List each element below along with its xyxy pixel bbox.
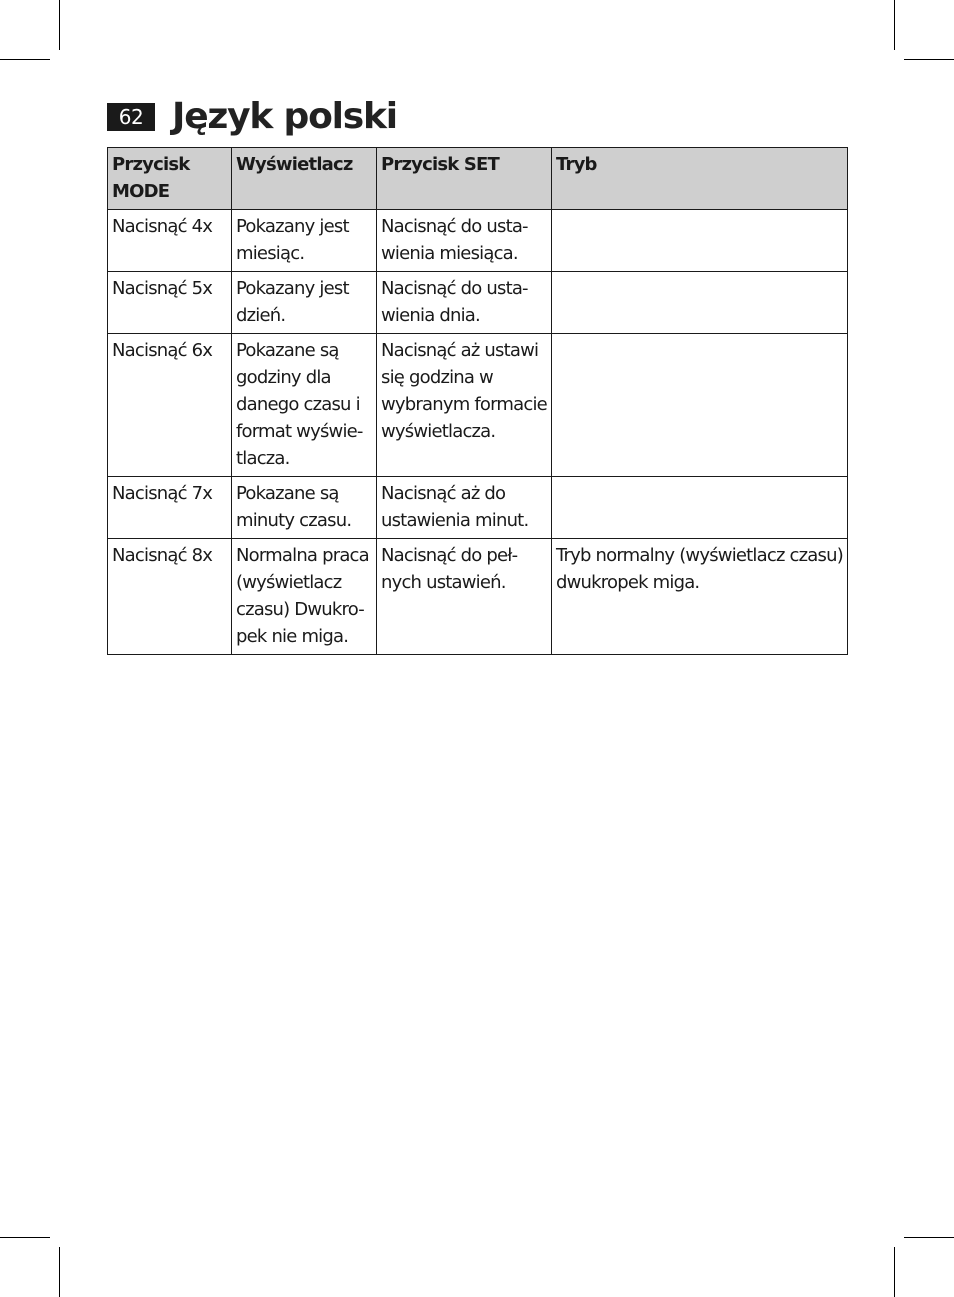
crop-mark-bottom-left-horizontal (0, 1237, 50, 1238)
cell-set-action: Nacisnąć do usta- wienia dnia. (377, 272, 552, 334)
cell-display: Pokazane są godziny dla danego czasu i format wyświe- tlacza. (232, 334, 377, 477)
crop-mark-bottom-right-horizontal (904, 1237, 954, 1238)
table-row (108, 210, 848, 272)
cell-display: Normalna praca (wyświetlacz czasu) Dwukro- pek nie miga. (232, 539, 377, 655)
cell-mode-state (552, 477, 848, 539)
cell-mode-state (552, 334, 848, 477)
table-row (108, 272, 848, 334)
page-number: 62 (107, 103, 155, 131)
cell-mode-press: Nacisnąć 4x (108, 210, 232, 272)
table-row (108, 477, 848, 539)
header-display: Wyświetlacz (232, 148, 377, 210)
page-title: Język polski (172, 96, 397, 137)
cell-mode-press: Nacisnąć 8x (108, 539, 232, 655)
cell-mode-state (552, 272, 848, 334)
header-set-button: Przycisk SET (377, 148, 552, 210)
header-mode-button: Przycisk MODE (108, 148, 232, 210)
cell-set-action: Nacisnąć do peł- nych ustawień. (377, 539, 552, 655)
header-mode: Tryb (552, 148, 848, 210)
crop-mark-bottom-right-vertical (894, 1247, 895, 1297)
crop-mark-top-right-horizontal (904, 59, 954, 60)
cell-mode-press: Nacisnąć 7x (108, 477, 232, 539)
cell-display: Pokazany jest miesiąc. (232, 210, 377, 272)
button-function-table (107, 147, 848, 655)
cell-set-action: Nacisnąć aż ustawi się godzina w wybranym formacie wyświetlacza. (377, 334, 552, 477)
crop-mark-top-left-horizontal (0, 59, 50, 60)
cell-display: Pokazane są minuty czasu. (232, 477, 377, 539)
table-row (108, 539, 848, 655)
crop-mark-top-right-vertical (894, 0, 895, 50)
cell-set-action: Nacisnąć aż do ustawienia minut. (377, 477, 552, 539)
table-row (108, 334, 848, 477)
table-header-row (108, 148, 848, 210)
cell-mode-state: Tryb normalny (wyświetlacz czasu) dwukropek miga. (552, 539, 848, 655)
cell-mode-state (552, 210, 848, 272)
cell-mode-press: Nacisnąć 5x (108, 272, 232, 334)
cell-set-action: Nacisnąć do usta- wienia miesiąca. (377, 210, 552, 272)
crop-mark-bottom-left-vertical (59, 1247, 60, 1297)
cell-mode-press: Nacisnąć 6x (108, 334, 232, 477)
cell-display: Pokazany jest dzień. (232, 272, 377, 334)
crop-mark-top-left-vertical (59, 0, 60, 50)
